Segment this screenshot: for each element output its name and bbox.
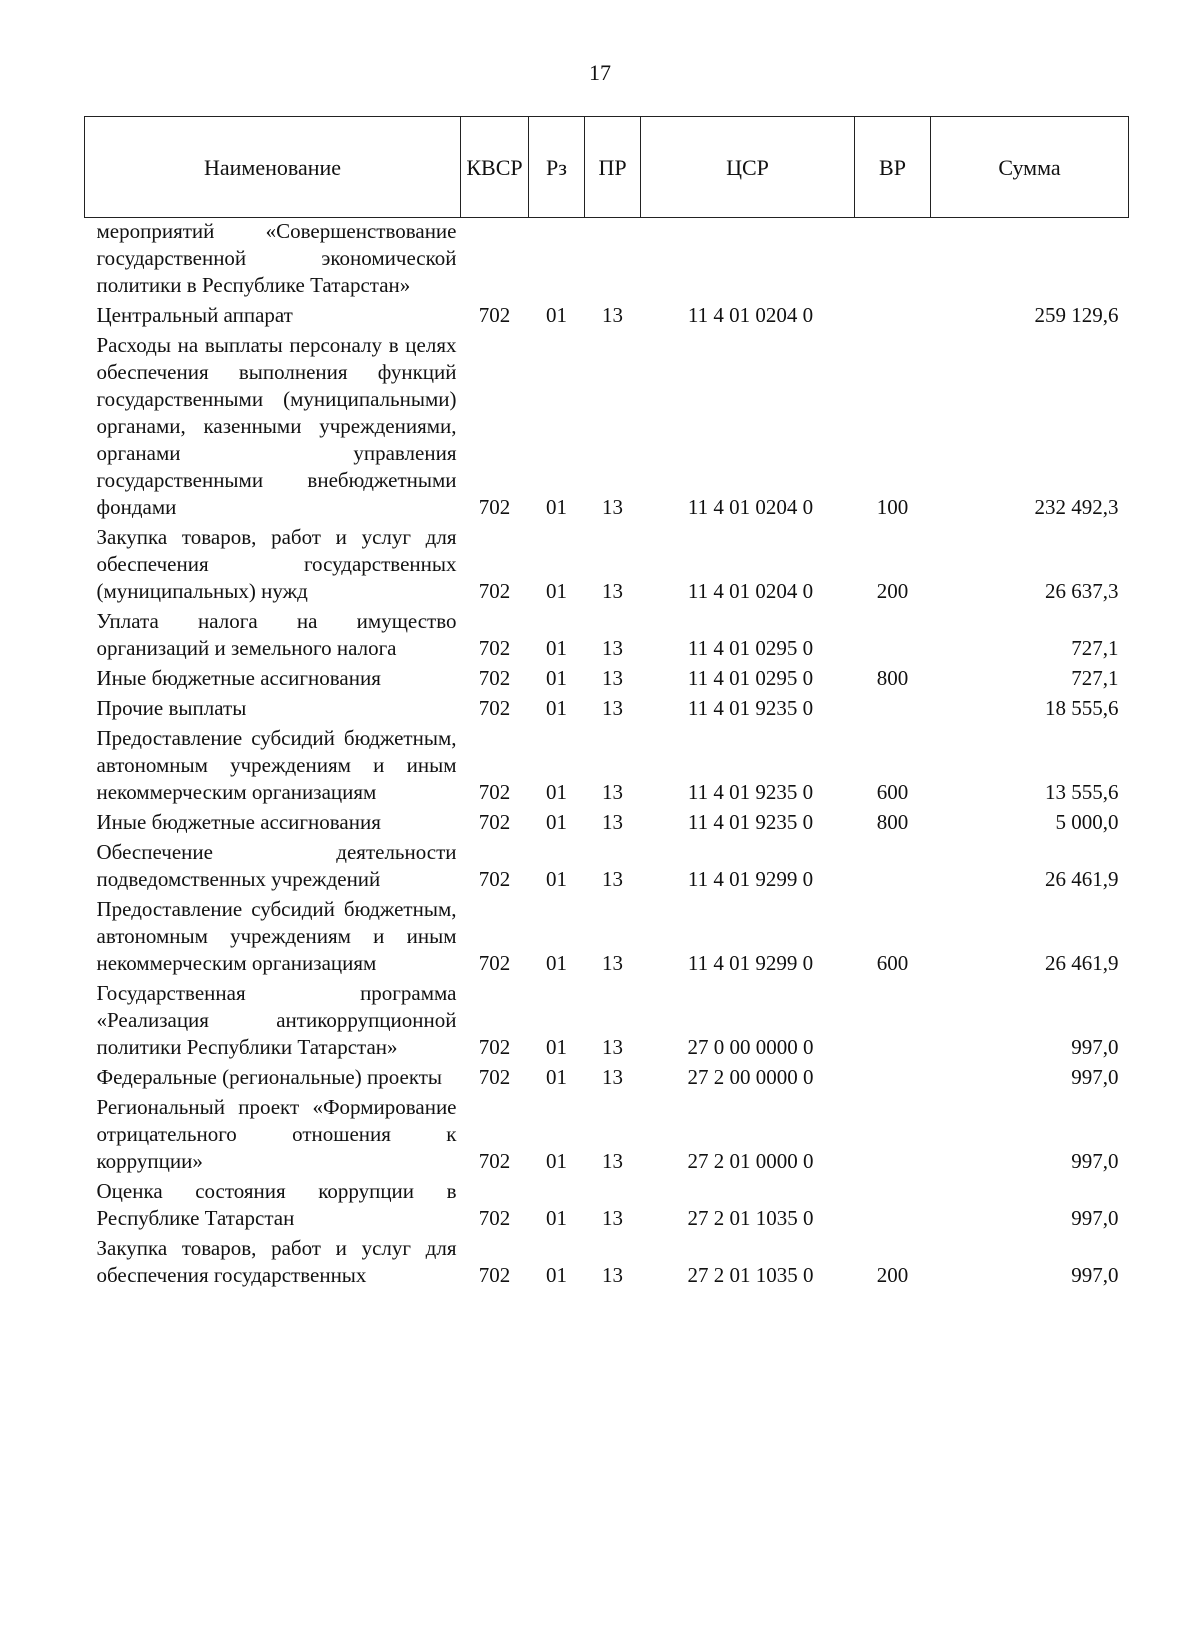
cell-csr (641, 218, 855, 300)
header-kvsr: КВСР (461, 117, 529, 218)
table-row (85, 1091, 1129, 1175)
cell-vr (855, 218, 931, 300)
cell-rz: 01 (546, 951, 567, 975)
cell-rz: 01 (546, 666, 567, 690)
cell-vr: 800 (876, 810, 909, 834)
cell-name: Федеральные (региональные) проекты (96, 1065, 443, 1089)
cell-name: Государственная программа «Реализация антикоррупционной политики Республики Татарстан» (96, 981, 457, 1059)
cell-name: Расходы на выплаты персоналу в целях обеспечения выполнения функций государственными (муниципальными) органами, казенными учреждениями, органами управления государственными внебюджетными фондами (96, 333, 457, 519)
cell-csr: 27 0 00 0000 0 (687, 1035, 814, 1059)
header-pr: ПР (585, 117, 641, 218)
cell-sum: 18 555,6 (1045, 696, 1119, 720)
table-row (85, 977, 1129, 1061)
header-csr: ЦСР (641, 117, 855, 218)
cell-csr: 11 4 01 0204 0 (687, 579, 814, 603)
table-row (85, 836, 1129, 893)
budget-table (84, 116, 1129, 1289)
cell-csr: 27 2 01 1035 0 (687, 1206, 814, 1230)
cell-csr: 11 4 01 9235 0 (687, 696, 814, 720)
cell-kvsr: 702 (478, 636, 511, 660)
cell-kvsr: 702 (478, 1206, 511, 1230)
cell-pr: 13 (602, 1149, 623, 1173)
page-number: 17 (589, 60, 611, 85)
cell-kvsr: 702 (478, 696, 511, 720)
cell-rz: 01 (546, 810, 567, 834)
cell-vr (855, 605, 931, 662)
cell-rz (529, 218, 585, 300)
cell-sum: 26 461,9 (1045, 951, 1119, 975)
cell-vr: 600 (876, 780, 909, 804)
header-rz: Рз (529, 117, 585, 218)
cell-csr: 11 4 01 9235 0 (687, 780, 814, 804)
cell-sum: 997,0 (1071, 1149, 1119, 1173)
cell-pr: 13 (602, 1206, 623, 1230)
cell-rz: 01 (546, 780, 567, 804)
cell-kvsr: 702 (478, 951, 511, 975)
cell-name: Уплата налога на имущество организаций и земельного налога (96, 609, 457, 660)
header-name: Наименование (85, 117, 461, 218)
table-row (85, 218, 1129, 300)
cell-rz: 01 (546, 495, 567, 519)
cell-sum: 727,1 (1071, 666, 1119, 690)
cell-pr: 13 (602, 666, 623, 690)
cell-csr: 11 4 01 0204 0 (687, 495, 814, 519)
table-row (85, 299, 1129, 329)
cell-vr (855, 977, 931, 1061)
cell-rz: 01 (546, 1149, 567, 1173)
cell-pr: 13 (602, 951, 623, 975)
cell-vr: 100 (876, 495, 909, 519)
cell-rz: 01 (546, 696, 567, 720)
table-row (85, 692, 1129, 722)
cell-kvsr: 702 (478, 1035, 511, 1059)
cell-rz: 01 (546, 1065, 567, 1089)
cell-name: Иные бюджетные ассигнования (96, 666, 381, 690)
cell-pr: 13 (602, 1263, 623, 1287)
cell-vr: 800 (876, 666, 909, 690)
cell-csr: 27 2 01 0000 0 (687, 1149, 814, 1173)
table-row (85, 329, 1129, 521)
cell-csr: 11 4 01 0204 0 (687, 303, 814, 327)
cell-vr: 200 (876, 579, 909, 603)
table-row (85, 722, 1129, 806)
cell-rz: 01 (546, 579, 567, 603)
cell-vr (855, 692, 931, 722)
cell-pr (585, 218, 641, 300)
cell-rz: 01 (546, 867, 567, 891)
header-vr: ВР (855, 117, 931, 218)
cell-kvsr: 702 (478, 1263, 511, 1287)
cell-pr: 13 (602, 1065, 623, 1089)
cell-kvsr (461, 218, 529, 300)
cell-sum: 997,0 (1071, 1035, 1119, 1059)
cell-sum: 5 000,0 (1055, 810, 1119, 834)
cell-vr (855, 1091, 931, 1175)
cell-vr (855, 299, 931, 329)
cell-pr: 13 (602, 696, 623, 720)
cell-pr: 13 (602, 579, 623, 603)
cell-vr: 200 (876, 1263, 909, 1287)
cell-sum: 997,0 (1071, 1263, 1119, 1287)
cell-sum: 997,0 (1071, 1065, 1119, 1089)
table-row (85, 893, 1129, 977)
table-row (85, 1232, 1129, 1289)
cell-kvsr: 702 (478, 810, 511, 834)
cell-csr: 11 4 01 9235 0 (687, 810, 814, 834)
cell-pr: 13 (602, 1035, 623, 1059)
table-header (85, 117, 1129, 218)
cell-name: Центральный аппарат (96, 303, 293, 327)
cell-kvsr: 702 (478, 867, 511, 891)
cell-csr: 27 2 01 1035 0 (687, 1263, 814, 1287)
cell-name: Оценка состояния коррупции в Республике Татарстан (96, 1179, 457, 1230)
cell-pr: 13 (602, 303, 623, 327)
cell-name: Региональный проект «Формирование отрицательного отношения к коррупции» (96, 1095, 457, 1173)
cell-name: Закупка товаров, работ и услуг для обеспечения государственных (96, 1236, 457, 1287)
cell-vr (855, 1175, 931, 1232)
cell-name: Предоставление субсидий бюджетным, автономным учреждениям и иным некоммерческим организациям (96, 897, 457, 975)
cell-rz: 01 (546, 1263, 567, 1287)
table-row (85, 662, 1129, 692)
cell-name: Прочие выплаты (96, 696, 247, 720)
cell-pr: 13 (602, 867, 623, 891)
cell-pr: 13 (602, 780, 623, 804)
cell-kvsr: 702 (478, 780, 511, 804)
cell-sum: 727,1 (1071, 636, 1119, 660)
cell-rz: 01 (546, 636, 567, 660)
cell-sum (931, 218, 1129, 300)
table-row (85, 1061, 1129, 1091)
cell-pr: 13 (602, 810, 623, 834)
cell-sum: 997,0 (1071, 1206, 1119, 1230)
cell-kvsr: 702 (478, 1149, 511, 1173)
cell-name: Иные бюджетные ассигнования (96, 810, 381, 834)
cell-name: Закупка товаров, работ и услуг для обеспечения государственных (муниципальных) нужд (96, 525, 457, 603)
cell-csr: 11 4 01 9299 0 (687, 951, 814, 975)
cell-sum: 259 129,6 (1034, 303, 1119, 327)
cell-kvsr: 702 (478, 1065, 511, 1089)
cell-csr: 11 4 01 9299 0 (687, 867, 814, 891)
cell-kvsr: 702 (478, 495, 511, 519)
table-body (85, 218, 1129, 1290)
cell-name: Обеспечение деятельности подведомственных учреждений (96, 840, 457, 891)
table-row (85, 521, 1129, 605)
cell-vr: 600 (876, 951, 909, 975)
cell-kvsr: 702 (478, 666, 511, 690)
cell-vr (855, 1061, 931, 1091)
cell-sum: 26 637,3 (1045, 579, 1119, 603)
cell-sum: 232 492,3 (1034, 495, 1119, 519)
cell-rz: 01 (546, 1206, 567, 1230)
cell-csr: 11 4 01 0295 0 (687, 636, 814, 660)
cell-sum: 26 461,9 (1045, 867, 1119, 891)
cell-vr (855, 836, 931, 893)
table-row (85, 1175, 1129, 1232)
cell-pr: 13 (602, 636, 623, 660)
table-row (85, 605, 1129, 662)
cell-rz: 01 (546, 1035, 567, 1059)
cell-pr: 13 (602, 495, 623, 519)
cell-name: Предоставление субсидий бюджетным, автономным учреждениям и иным некоммерческим организациям (96, 726, 457, 804)
cell-rz: 01 (546, 303, 567, 327)
cell-csr: 11 4 01 0295 0 (687, 666, 814, 690)
table-row (85, 806, 1129, 836)
cell-kvsr: 702 (478, 303, 511, 327)
cell-sum: 13 555,6 (1045, 780, 1119, 804)
cell-kvsr: 702 (478, 579, 511, 603)
cell-csr: 27 2 00 0000 0 (687, 1065, 814, 1089)
cell-name: мероприятий «Совершенствование государственной экономической политики в Республике Татарстан» (96, 219, 457, 297)
header-sum: Сумма (931, 117, 1129, 218)
